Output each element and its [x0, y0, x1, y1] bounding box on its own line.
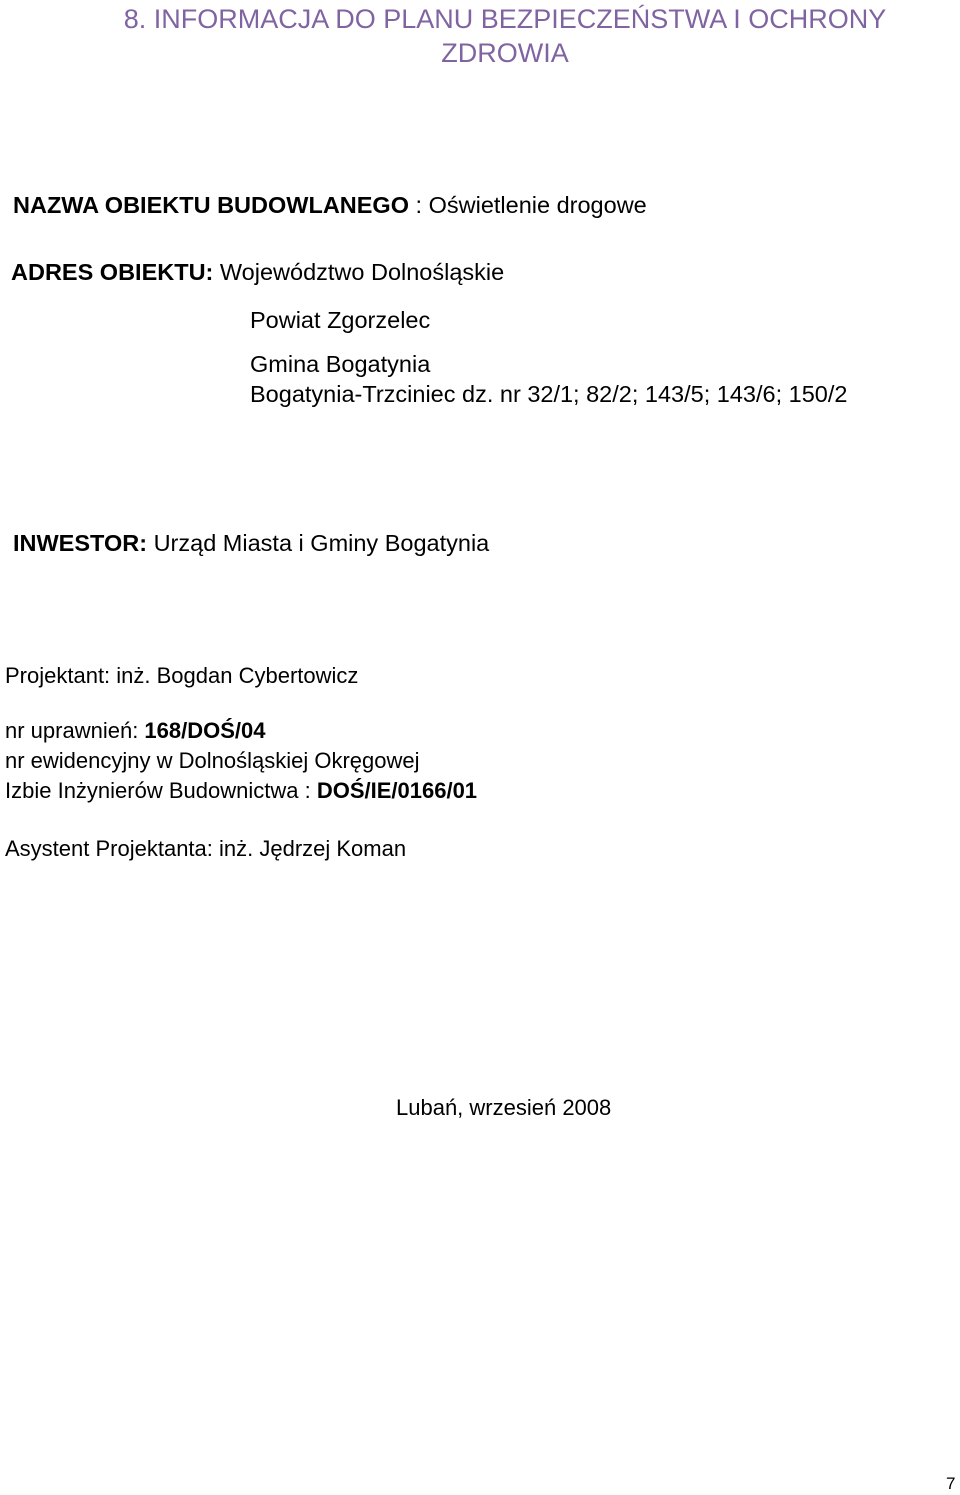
address-line-1: Województwo Dolnośląskie	[219, 259, 505, 285]
address-label: ADRES OBIEKTU:	[11, 259, 214, 285]
investor-value: Urząd Miasta i Gminy Bogatynia	[153, 530, 490, 556]
address-line-3: Gmina Bogatynia	[250, 351, 431, 377]
page-number: 7	[946, 1474, 956, 1493]
license-value: 168/DOŚ/04	[144, 718, 266, 743]
designer-line: Projektant: inż. Bogdan Cybertowicz	[5, 663, 359, 688]
object-name-label: NAZWA OBIEKTU BUDOWLANEGO	[13, 192, 409, 218]
address-line-2: Powiat Zgorzelec	[250, 307, 431, 333]
object-name-value: Oświetlenie drogowe	[428, 192, 647, 218]
object-name-row	[13, 191, 647, 219]
license-label: nr uprawnień:	[5, 718, 145, 743]
registry-row	[5, 777, 477, 805]
registry-label: Izbie Inżynierów Budownictwa :	[5, 778, 317, 803]
license-row	[5, 717, 266, 745]
investor-label: INWESTOR:	[13, 530, 148, 556]
object-name-separator: :	[409, 192, 429, 218]
section-heading-line-1: 8. INFORMACJA DO PLANU BEZPIECZEŃSTWA I OCHRONY	[123, 4, 887, 34]
section-heading-line-2: ZDROWIA	[441, 38, 569, 68]
investor-row	[13, 529, 489, 557]
registry-line-1: nr ewidencyjny w Dolnośląskiej Okręgowej	[5, 748, 420, 773]
address-row	[11, 258, 504, 286]
place-date: Lubań, wrzesień 2008	[396, 1095, 612, 1120]
assistant-line: Asystent Projektanta: inż. Jędrzej Koman	[5, 836, 407, 861]
address-line-4: Bogatynia-Trzciniec dz. nr 32/1; 82/2; 143/5; 143/6; 150/2	[250, 381, 848, 407]
registry-value: DOŚ/IE/0166/01	[316, 778, 478, 803]
